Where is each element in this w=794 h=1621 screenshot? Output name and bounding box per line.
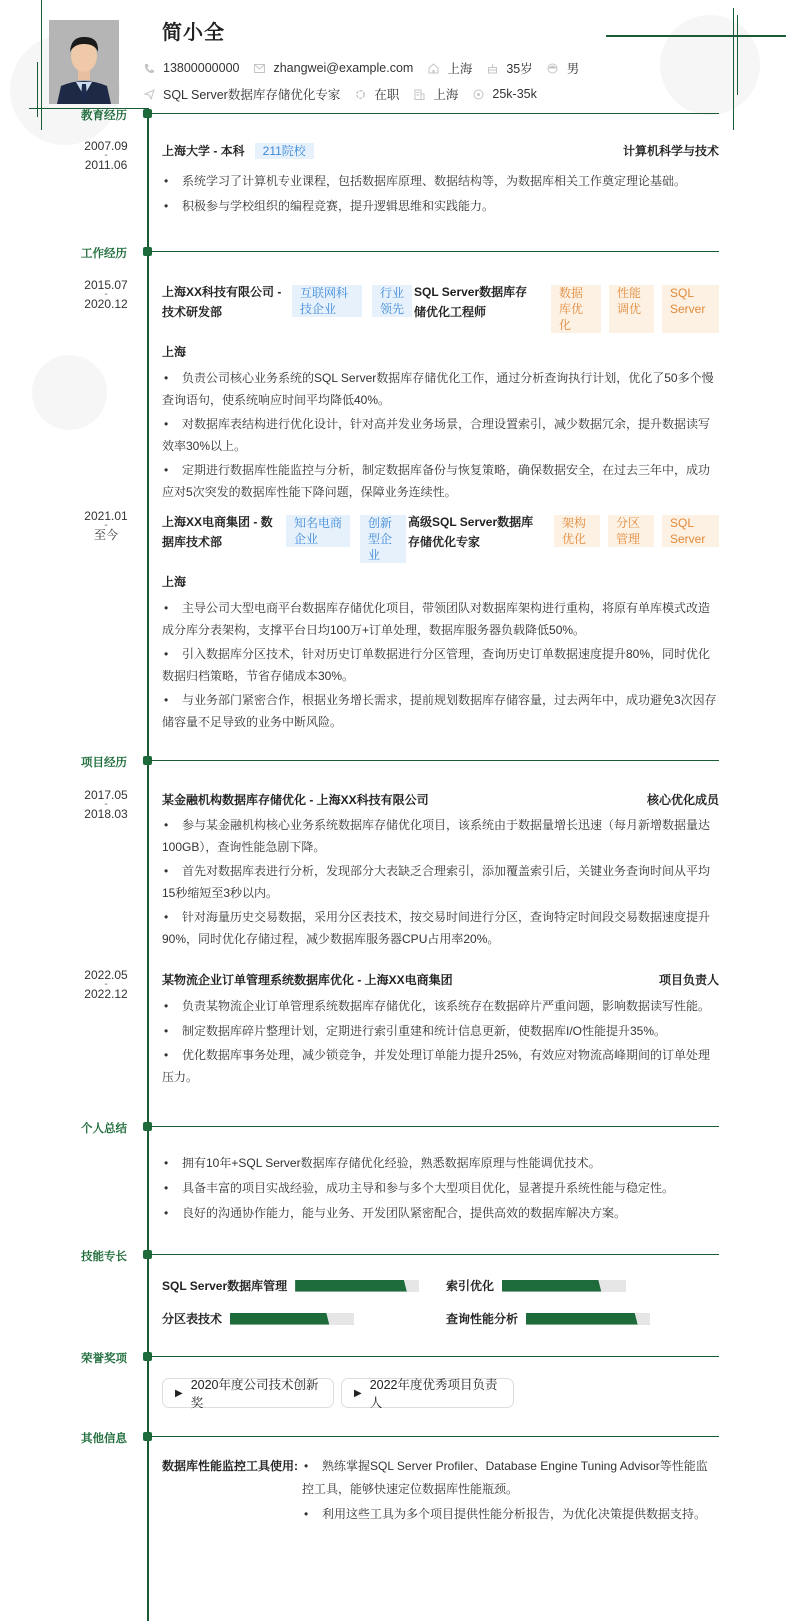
coin-icon (472, 88, 484, 100)
skill-bar (526, 1313, 650, 1325)
list-item: • 优化数据库事务处理，减少锁竞争，并发处理订单能力提升25%，有效应对物流高峰期间的订单处理压力。 (162, 1048, 711, 1084)
section-divider (150, 1356, 719, 1357)
list-item: • 熟练掌握SQL Server Profiler、Database Engine Tuning Advisor等性能监控工具，能够快速定位数据库性能瓶颈。 (302, 1459, 708, 1496)
skill-item (446, 1277, 626, 1294)
skill-tag: SQL Server (662, 515, 719, 547)
education-entry (162, 141, 719, 219)
list-item: • 参与某金融机构核心业务系统数据库存储优化项目，该系统由于数据量增长迅速（每月新增数据量达100GB），查询性能急剧下降。 (162, 818, 711, 854)
list-item: • 制定数据库碎片整理计划，定期进行索引重建和统计信息更新，使数据库I/O性能提升35%。 (164, 1024, 667, 1038)
phone: 13800000000 (143, 61, 239, 75)
other-label: 数据库性能监控工具使用: (162, 1459, 298, 1473)
skill-name: SQL Server数据库管理 (162, 1279, 288, 1293)
skill-tag: 架构优化 (554, 515, 600, 547)
project-role: 核心优化成员 (646, 793, 719, 807)
section-divider (150, 1254, 719, 1255)
project-name: 某物流企业订单管理系统数据库优化 - 上海XX电商集团 (162, 973, 453, 987)
list-item: • 积极参与学校组织的编程竞赛，提升逻辑思维和实践能力。 (164, 199, 495, 213)
section-other-header (0, 1431, 794, 1445)
list-item: • 负责公司核心业务系统的SQL Server数据库存储优化工作，通过分析查询执行计划，优化了50多个慢查询语句，使系统响应时间平均降低40%。 (162, 371, 714, 407)
section-title: 项目经历 (81, 757, 127, 769)
section-divider (150, 760, 719, 761)
project-role: 项目负责人 (658, 973, 719, 987)
section-title: 教育经历 (81, 110, 127, 122)
section-awards-header (0, 1351, 794, 1365)
section-projects-header (0, 755, 794, 769)
skill-item (162, 1310, 354, 1327)
company-tag: 创新型企业 (360, 515, 406, 563)
section-work-header (0, 246, 794, 260)
list-item: • 系统学习了计算机专业课程，包括数据库原理、数据结构等，为数据库相关工作奠定理论基础。 (164, 174, 687, 188)
section-title: 工作经历 (81, 248, 127, 260)
work-entry (162, 282, 719, 503)
skill-bar (502, 1280, 626, 1292)
list-item: • 定期进行数据库性能监控与分析，制定数据库备份与恢复策略，确保数据安全，在过去三年中，成功应对5次突发的数据库性能下降问题，保障业务连续性。 (162, 463, 711, 499)
section-title: 个人总结 (81, 1123, 127, 1135)
decorative-vline (737, 15, 738, 95)
work-date: 2021.01 - 至今 (84, 509, 128, 542)
company-tag: 行业领先 (372, 285, 412, 317)
decorative-circle (32, 355, 107, 430)
company-name: 上海XX科技有限公司 - 技术研发部 (162, 285, 282, 319)
skill-tag: 数据库优化 (551, 285, 601, 333)
location: 上海 (427, 59, 472, 77)
list-item: • 引入数据库分区技术，针对历史订单数据进行分区管理，查询历史订单数据速度提升80%，同时优化数据归档策略，节省存储成本30%。 (162, 647, 711, 683)
project-date: 2017.05 - 2018.03 (84, 788, 128, 821)
project-name: 某金融机构数据库存储优化 - 上海XX科技有限公司 (162, 793, 429, 807)
school-tag: 211院校 (255, 143, 314, 159)
avatar-photo (49, 20, 119, 104)
list-item: • 针对海量历史交易数据，采用分区表技术，按交易时间进行分区，查询特定时间段交易数据速度提升90%，同时优化存储过程，减少数据库服务器CPU占用率20%。 (162, 910, 711, 946)
send-icon (143, 88, 155, 100)
section-divider (150, 113, 719, 114)
summary-list (162, 1145, 719, 1226)
project-entry (162, 790, 719, 950)
major: 计算机科学与技术 (622, 144, 719, 158)
section-title: 技能专长 (81, 1251, 127, 1263)
list-item: • 对数据库表结构进行优化设计，针对高并发业务场景，合理设置索引，减少数据冗余，提升数据读写效率30%以上。 (162, 417, 711, 453)
salary: 25k-35k (472, 87, 536, 101)
job-title: SQL Server数据库存储优化工程师 (414, 285, 528, 319)
triangle-right-icon: ▶ (175, 1387, 183, 1399)
section-divider (150, 1436, 719, 1437)
timeline-line (147, 108, 149, 1621)
list-item: • 负责某物流企业订单管理系统数据库存储优化，该系统存在数据碎片严重问题，影响数据读写性能。 (164, 999, 711, 1013)
email: zhangwei@example.com (253, 61, 413, 75)
list-item: • 与业务部门紧密合作，根据业务增长需求，提前规划数据库存储容量，过去两年中，成功避免3次因存储容量不足导致的业务中断风险。 (162, 693, 717, 729)
skill-name: 分区表技术 (162, 1312, 223, 1326)
age: 35岁 (486, 59, 532, 77)
skill-bar (230, 1313, 354, 1325)
list-item: • 利用这些工具为多个项目提供性能分析报告，为优化决策提供数据支持。 (304, 1507, 707, 1521)
list-item: • 首先对数据库表进行分析，发现部分大表缺乏合理索引，添加覆盖索引后，关键业务查询时间从平均15秒缩短至3秒以内。 (162, 864, 711, 900)
building-icon (413, 88, 425, 100)
gender: 男 (547, 59, 580, 77)
company-name: 上海XX电商集团 - 数据库技术部 (162, 515, 273, 549)
cake-icon (486, 62, 498, 74)
award-item[interactable]: ▶ 2020年度公司技术创新奖 (162, 1378, 334, 1408)
decorative-circle (660, 15, 760, 115)
triangle-right-icon: ▶ (354, 1387, 362, 1399)
status-icon (354, 88, 366, 100)
list-item: • 具备丰富的项目实战经验，成功主导和参与多个大型项目优化，显著提升系统性能与稳定性。 (164, 1181, 675, 1195)
intention-row (143, 85, 551, 103)
section-title: 其他信息 (81, 1433, 127, 1445)
work-date: 2015.07 - 2020.12 (84, 278, 128, 311)
job-status: 在职 (354, 85, 399, 103)
award-item[interactable]: ▶ 2022年度优秀项目负责人 (341, 1378, 514, 1408)
target-position: SQL Server数据库存储优化专家 (143, 85, 340, 103)
candidate-name: 简小全 (162, 22, 225, 44)
phone-icon (143, 62, 155, 74)
skill-tag: 分区管理 (608, 515, 654, 547)
skill-item (446, 1310, 650, 1327)
home-icon (427, 62, 439, 74)
work-entry (162, 512, 719, 733)
contact-row (143, 59, 593, 77)
skill-item (162, 1277, 419, 1294)
email-icon (253, 62, 265, 74)
section-summary-header (0, 1121, 794, 1135)
skill-name: 索引优化 (446, 1279, 495, 1293)
other-info (162, 1455, 719, 1526)
work-city: 上海 (162, 575, 187, 589)
skill-bar (295, 1280, 419, 1292)
company-tag: 知名电商企业 (286, 515, 350, 547)
section-divider (150, 1126, 719, 1127)
company-tag: 互联网科技企业 (292, 285, 362, 317)
section-divider (150, 251, 719, 252)
skill-tag: SQL Server (662, 285, 719, 333)
school-name: 上海大学 - 本科 (162, 144, 245, 158)
project-entry (162, 970, 719, 1088)
education-date: 2007.09 - 2011.06 (84, 139, 128, 172)
target-city: 上海 (413, 85, 458, 103)
list-item: • 主导公司大型电商平台数据库存储优化项目，带领团队对数据库架构进行重构，将原有单库模式改造成分库分表架构，支撑平台日均100万+订单处理，数据库服务器负载降低50%。 (162, 601, 711, 637)
work-city: 上海 (162, 345, 187, 359)
job-title: 高级SQL Server数据库存储优化专家 (408, 515, 534, 549)
list-item: • 拥有10年+SQL Server数据库存储优化经验，熟悉数据库原理与性能调优技术。 (164, 1156, 601, 1170)
skill-name: 查询性能分析 (446, 1312, 519, 1326)
project-date: 2022.05 - 2022.12 (84, 968, 128, 1001)
section-education-header (0, 108, 794, 122)
skill-tag: 性能调优 (609, 285, 654, 333)
list-item: • 良好的沟通协作能力，能与业务、开发团队紧密配合，提供高效的数据库解决方案。 (164, 1206, 627, 1220)
gender-icon (547, 62, 559, 74)
section-title: 荣誉奖项 (81, 1353, 127, 1365)
section-skills-header (0, 1249, 794, 1263)
decorative-hline (606, 35, 786, 37)
